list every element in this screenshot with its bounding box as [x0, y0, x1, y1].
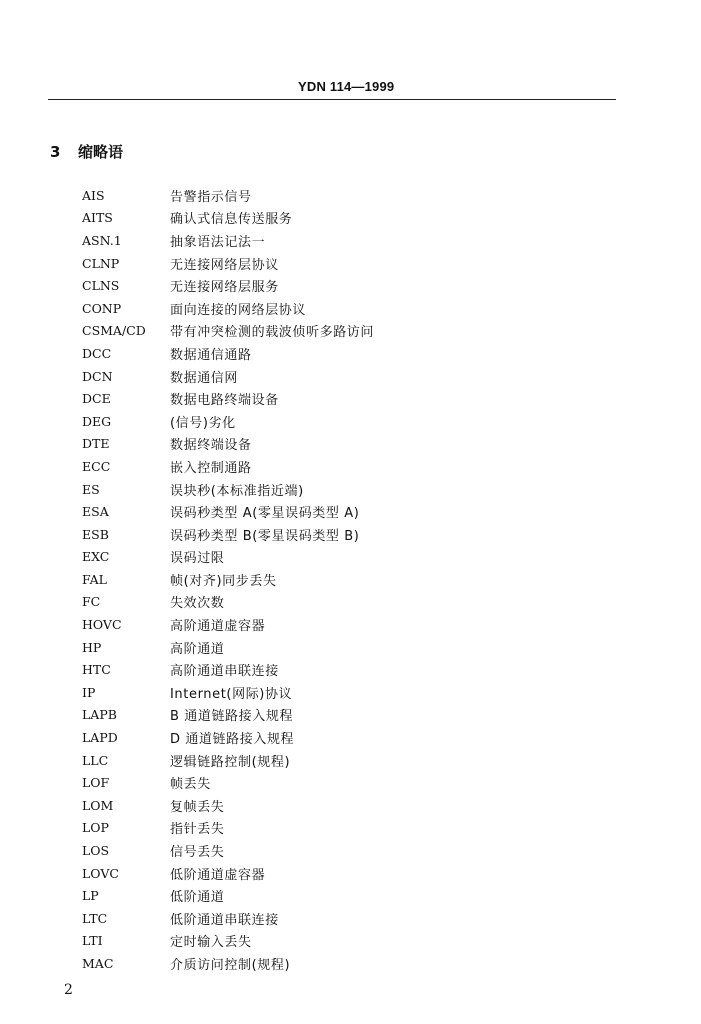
- abbreviation-definition: 抽象语法记法一: [170, 234, 266, 250]
- abbreviation-term: AITS: [82, 210, 113, 226]
- abbreviation-row: [82, 771, 374, 794]
- abbreviation-row: [82, 930, 374, 953]
- abbreviation-definition: B 通道链路接入规程: [170, 709, 294, 725]
- abbreviation-term: LAPD: [82, 730, 118, 746]
- abbreviation-row: [82, 952, 374, 975]
- abbreviation-row: [82, 500, 374, 523]
- abbreviation-term: CONP: [82, 300, 122, 316]
- abbreviation-row: [82, 184, 374, 207]
- abbreviation-definition: D 通道链路接入规程: [170, 732, 295, 748]
- abbreviation-row: [82, 342, 374, 365]
- abbreviation-term: CLNS: [82, 278, 120, 294]
- abbreviation-term: ESB: [82, 526, 109, 542]
- abbreviation-row: [82, 817, 374, 840]
- abbreviation-term: LOM: [82, 797, 114, 813]
- abbreviation-term: ES: [82, 481, 100, 497]
- abbreviation-definition: 高阶通道虚容器: [170, 619, 266, 635]
- abbreviation-definition: 低阶通道: [170, 890, 225, 906]
- abbreviation-row: [82, 387, 374, 410]
- abbreviation-definition: 低阶通道虚容器: [170, 867, 266, 883]
- abbreviation-term: LTI: [82, 933, 103, 949]
- section-number: 3: [50, 143, 61, 161]
- abbreviation-row: [82, 726, 374, 749]
- abbreviation-definition: 带有冲突检测的载波侦听多路访问: [170, 325, 375, 341]
- abbreviation-term: HOVC: [82, 617, 122, 633]
- abbreviation-definition: 嵌入控制通路: [170, 460, 252, 476]
- abbreviation-row: [82, 478, 374, 501]
- abbreviation-term: DCE: [82, 391, 111, 407]
- abbreviation-term: CLNP: [82, 255, 120, 271]
- abbreviation-row: [82, 884, 374, 907]
- abbreviation-definition: Internet(网际)协议: [170, 686, 293, 702]
- abbreviation-row: [82, 681, 374, 704]
- abbreviation-row: [82, 839, 374, 862]
- abbreviation-definition: 介质访问控制(规程): [170, 957, 291, 973]
- standard-code-header: YDN 114—1999: [298, 79, 395, 94]
- abbreviation-term: IP: [82, 684, 96, 700]
- abbreviation-row: [82, 297, 374, 320]
- abbreviation-term: LTC: [82, 910, 108, 926]
- abbreviation-term: HP: [82, 639, 102, 655]
- abbreviation-row: [82, 636, 374, 659]
- abbreviation-definition: 逻辑链路控制(规程): [170, 754, 291, 770]
- abbreviation-definition: 数据电路终端设备: [170, 393, 279, 409]
- abbreviation-row: [82, 320, 374, 343]
- section-title: 缩略语: [78, 143, 124, 161]
- abbreviation-row: [82, 207, 374, 230]
- abbreviation-term: LOP: [82, 820, 109, 836]
- abbreviation-definition: 误码秒类型 A(零星误码类型 A): [170, 506, 360, 522]
- abbreviation-row: [82, 546, 374, 569]
- abbreviation-row: [82, 613, 374, 636]
- abbreviation-row: [82, 658, 374, 681]
- abbreviation-definition: 帧丢失: [170, 777, 211, 793]
- abbreviation-row: [82, 591, 374, 614]
- abbreviation-term: ESA: [82, 504, 109, 520]
- page-number: 2: [64, 982, 73, 998]
- abbreviation-list: [82, 184, 374, 975]
- abbreviation-row: [82, 907, 374, 930]
- abbreviation-term: EXC: [82, 549, 110, 565]
- abbreviation-definition: 确认式信息传送服务: [170, 212, 293, 228]
- abbreviation-term: DTE: [82, 436, 110, 452]
- abbreviation-row: [82, 704, 374, 727]
- abbreviation-row: [82, 523, 374, 546]
- abbreviation-term: FC: [82, 594, 101, 610]
- abbreviation-term: FAL: [82, 571, 107, 587]
- abbreviation-row: [82, 252, 374, 275]
- abbreviation-row: [82, 568, 374, 591]
- abbreviation-term: MAC: [82, 955, 114, 971]
- abbreviation-term: LP: [82, 888, 99, 904]
- abbreviation-term: HTC: [82, 662, 111, 678]
- abbreviation-row: [82, 274, 374, 297]
- abbreviation-row: [82, 410, 374, 433]
- abbreviation-definition: 误码秒类型 B(零星误码类型 B): [170, 528, 360, 544]
- abbreviation-definition: 高阶通道串联连接: [170, 664, 279, 680]
- abbreviation-row: [82, 365, 374, 388]
- abbreviation-definition: 低阶通道串联连接: [170, 912, 279, 928]
- abbreviation-row: [82, 794, 374, 817]
- abbreviation-definition: 误码过限: [170, 551, 225, 567]
- abbreviation-definition: 误块秒(本标准指近端): [170, 483, 304, 499]
- abbreviation-definition: 失效次数: [170, 596, 225, 612]
- abbreviation-term: DCC: [82, 345, 112, 361]
- abbreviation-definition: 数据通信网: [170, 370, 239, 386]
- abbreviation-row: [82, 433, 374, 456]
- abbreviation-definition: 定时输入丢失: [170, 935, 252, 951]
- abbreviation-term: LOF: [82, 775, 110, 791]
- header-divider: [48, 99, 616, 100]
- abbreviation-definition: 指针丢失: [170, 822, 225, 838]
- abbreviation-definition: (信号)劣化: [170, 415, 236, 431]
- abbreviation-row: [82, 749, 374, 772]
- abbreviation-definition: 帧(对齐)同步丢失: [170, 573, 277, 589]
- abbreviation-term: LLC: [82, 752, 109, 768]
- section-heading: [50, 141, 123, 162]
- abbreviation-row: [82, 455, 374, 478]
- abbreviation-term: CSMA/CD: [82, 323, 146, 339]
- abbreviation-definition: 面向连接的网络层协议: [170, 302, 307, 318]
- abbreviation-term: ASN.1: [82, 232, 122, 248]
- abbreviation-definition: 复帧丢失: [170, 799, 225, 815]
- abbreviation-term: DCN: [82, 368, 113, 384]
- abbreviation-term: DEG: [82, 413, 112, 429]
- abbreviation-term: LOS: [82, 843, 110, 859]
- abbreviation-definition: 无连接网络层服务: [170, 280, 279, 296]
- abbreviation-term: ECC: [82, 458, 111, 474]
- abbreviation-definition: 高阶通道: [170, 641, 225, 657]
- abbreviation-term: AIS: [82, 187, 105, 203]
- abbreviation-definition: 告警指示信号: [170, 189, 252, 205]
- abbreviation-definition: 无连接网络层协议: [170, 257, 279, 273]
- abbreviation-definition: 信号丢失: [170, 845, 225, 861]
- abbreviation-row: [82, 229, 374, 252]
- abbreviation-definition: 数据通信通路: [170, 347, 252, 363]
- abbreviation-row: [82, 862, 374, 885]
- abbreviation-term: LAPB: [82, 707, 117, 723]
- abbreviation-definition: 数据终端设备: [170, 438, 252, 454]
- abbreviation-term: LOVC: [82, 865, 119, 881]
